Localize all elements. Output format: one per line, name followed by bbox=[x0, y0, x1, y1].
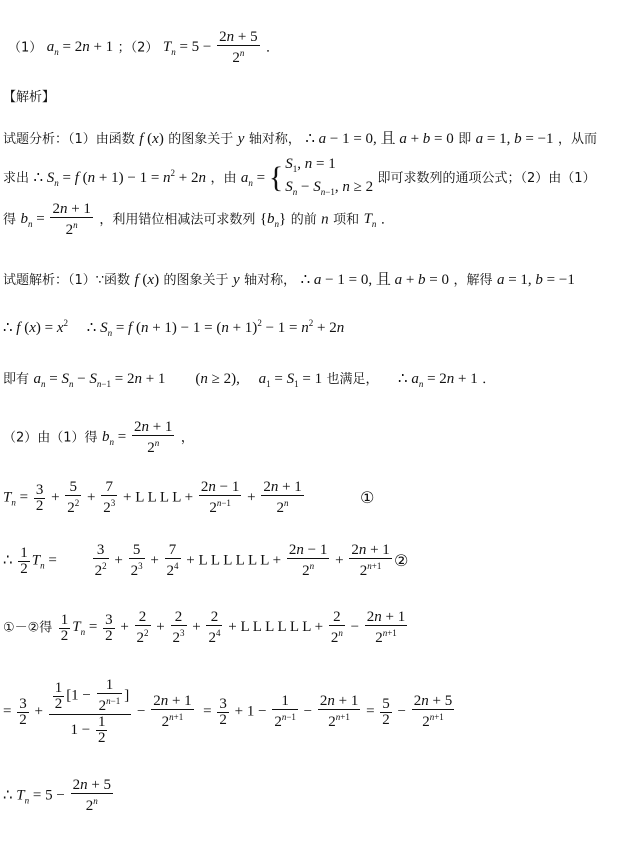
tn-expansion: $T_n$ = $\frac{3}{2}$ + $\frac{5}{2^2}$ + $\frac{7}{2^3}$ + L L L L + $\frac{2n - 1}{2^{n-1}}$ + $\frac{2n + 1}{2^n}$ bbox=[3, 479, 302, 516]
equation-marker-1: ① bbox=[360, 488, 375, 507]
analysis-line-2: 求出 ∴ $S_n = f$ $(n + 1) - 1 = n^2 + 2n$ ，由 $a_n$ = { $S_1$, n = 1 $S_n - S_{n-1}$, n ≥ 2 即可求数列的通项公式；（2）由（1） bbox=[3, 156, 596, 197]
half-tn-expansion: ∴ $\frac{1}{2}$ $T_n$ = $\frac{3}{2^2}$ + $\frac{5}{2^3}$ + $\frac{7}{2^4}$ + L L L L L L + $\frac{2n - 1}{2^n}$ + $\frac{2n + 1}{2^{n+1}}$ bbox=[3, 542, 390, 579]
answer-label-1: （1） bbox=[8, 40, 43, 56]
solution-line-1: 试题解析：（1）∵函数 f (x) 的图象关于 y 轴对称， ∴ a − 1 = 0, 且 a + b = 0 ，解得 a = 1, b = −1 bbox=[3, 272, 575, 288]
equation-marker-2: ② bbox=[394, 551, 409, 570]
solution-line-2: ∴ f $(x) = x^2$ ∴ $S_n = f$ $(n + 1) - 1 = (n + 1)^2 - 1 = n^2 + 2n$ bbox=[3, 318, 345, 338]
analysis-line-3: 得 $b_n$ = $\frac{2n + 1}{2^n}$ ，利用错位相减法可求数列 $\{b_n\}$ 的前 n 项和 $T_n$ ． bbox=[3, 201, 394, 238]
subtraction-line: ①－②得 $\frac{1}{2}$ $T_n$ = $\frac{3}{2}$ + $\frac{2}{2^2}$ + $\frac{2}{2^3}$ + $\frac{2}{2^4}$ + L L L L L L + $\frac{2}{2^n}$ − $\frac{2n + 1}{2^{n+1}}$ bbox=[3, 609, 406, 646]
answer-separator: ；（2） bbox=[117, 40, 159, 56]
answer-line: （1） $a_n = 2n + 1$ ；（2） $T_n = 5$ − $\frac{2n + 5}{2^n}$ ． bbox=[8, 29, 280, 66]
solution-line-4: （2）由（1）得 $b_n$ = $\frac{2n + 1}{2^n}$ ， bbox=[3, 419, 194, 456]
answer-tn-formula: $T_n = 5$ − $\frac{2n + 5}{2^n}$ bbox=[162, 29, 258, 66]
solution-line-3: 即有 $a_n = S_n - S_{n-1} = 2n + 1$ (n ≥ 2), $a_1 = S_1 = 1$ 也满足， ∴ $a_n = 2n + 1$ ． bbox=[3, 371, 496, 389]
analysis-line-1: 试题分析：（1）由函数 f (x) 的图象关于 y 轴对称， ∴ a − 1 = 0, 且 a + b = 0 即 a = 1, b = −1 ，从而 bbox=[3, 131, 598, 147]
simplification-line: = $\frac{3}{2}$ + $\frac{1}{2}$ [1 − $\frac{1}{2^{n-1}}$ ] 1 − $\frac{1}{2}$ − $\frac{2n + 1}{2^{n+1}}$ = $\frac{3}{2}$ + 1 − $\frac{1}{2^{n-1}}$ − $\frac{2n + 1}{2^{n+1}}$ = $\frac{5}{2}$ − $\frac{2n + 5}{2^{n+1}}$ bbox=[3, 677, 453, 746]
analysis-heading: 【解析】 bbox=[3, 90, 56, 105]
answer-an-formula: $a_n = 2n + 1$ bbox=[46, 39, 114, 58]
final-result: ∴ $T_n = 5$ − $\frac{2n + 5}{2^n}$ bbox=[3, 777, 112, 814]
